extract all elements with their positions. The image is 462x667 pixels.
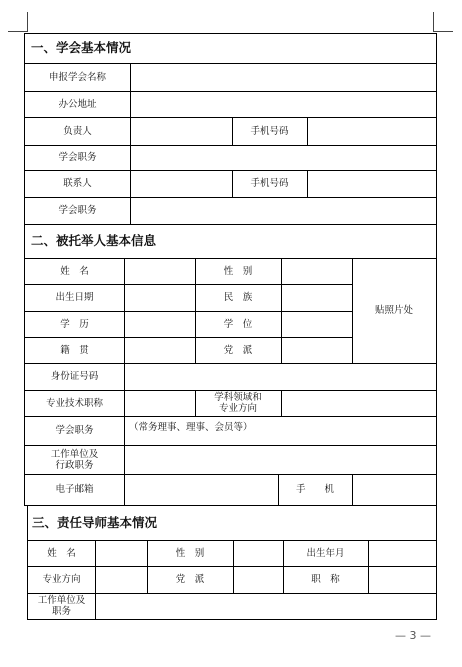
candidate-gender-label: 性 别 [223, 265, 253, 277]
society-position-label-1: 学会职务 [58, 152, 97, 163]
ethnicity-label: 民 族 [223, 292, 253, 303]
mentor-major-label: 专业方向 [42, 574, 81, 585]
discipline-label-line1: 学科领域和 [214, 392, 262, 403]
candidate-gender-field[interactable] [282, 259, 352, 284]
work-unit-label-line1: 工作单位及 [50, 448, 99, 460]
candidate-name-label: 姓 名 [60, 265, 89, 277]
candidate-mobile-label: 手 机 [295, 484, 334, 495]
crop-mark-top-right [433, 12, 434, 32]
responsible-person-field[interactable] [131, 118, 232, 145]
mentor-gender-field[interactable] [234, 541, 283, 566]
work-unit-field[interactable] [125, 446, 436, 474]
contact-person-field[interactable] [131, 171, 232, 197]
mentor-work-unit-label [28, 593, 95, 619]
candidate-photo-box[interactable]: 贴照片处 [374, 305, 413, 316]
mentor-work-unit-line2: 职务 [51, 606, 71, 617]
work-unit-label [25, 445, 124, 474]
mobile-label-2: 手机号码 [250, 178, 289, 189]
candidate-society-position-label: 学会职务 [55, 425, 94, 436]
id-number-label: 身份证号码 [50, 371, 99, 382]
mentor-birth-year-label: 出生年月 [306, 547, 345, 559]
candidate-name-field[interactable] [125, 259, 195, 284]
section1-table [24, 33, 437, 225]
ethnicity-field[interactable] [282, 285, 352, 311]
native-place-label: 籍 贯 [60, 344, 89, 356]
discipline-field[interactable] [282, 391, 436, 416]
degree-field[interactable] [282, 312, 352, 337]
section1-title: 一、学会基本情况 [31, 40, 132, 55]
section3-table [27, 505, 437, 620]
party-label: 党 派 [223, 344, 253, 356]
section3-title: 三、责任导师基本情况 [32, 515, 158, 530]
office-address-field[interactable] [131, 92, 436, 117]
society-position-field-2[interactable] [131, 198, 436, 224]
mobile-field-1[interactable] [308, 118, 436, 145]
responsible-person-label: 负责人 [63, 125, 92, 137]
degree-label: 学 位 [223, 318, 253, 330]
mentor-birth-year-field[interactable] [369, 541, 436, 566]
mentor-major-field[interactable] [96, 567, 147, 593]
education-field[interactable] [125, 312, 195, 337]
mentor-title-field[interactable] [369, 567, 436, 593]
mentor-party-field[interactable] [234, 567, 283, 593]
mentor-work-unit-line1: 工作单位及 [37, 595, 86, 606]
section2-title: 二、被托举人基本信息 [31, 233, 157, 248]
mobile-field-2[interactable] [308, 171, 436, 197]
candidate-mobile-field[interactable] [353, 475, 436, 505]
work-unit-label-line2: 行政职务 [55, 459, 94, 471]
party-field[interactable] [282, 338, 352, 363]
id-number-field[interactable] [125, 364, 436, 390]
discipline-label-line2: 专业方向 [218, 403, 257, 414]
office-address-label: 办公地址 [58, 98, 97, 110]
email-label: 电子邮箱 [55, 484, 94, 495]
crop-mark-top-left [27, 12, 28, 32]
mobile-label-1: 手机号码 [250, 125, 289, 137]
birth-date-label: 出生日期 [55, 292, 94, 303]
society-name-label: 申报学会名称 [48, 71, 106, 83]
crop-mark-top-right-h [433, 31, 453, 32]
society-name-field[interactable] [131, 64, 436, 91]
contact-person-label: 联系人 [63, 178, 92, 189]
candidate-society-position-field[interactable] [125, 417, 436, 445]
society-position-field-1[interactable] [131, 146, 436, 170]
email-field[interactable] [125, 475, 278, 505]
professional-title-label: 专业技术职称 [45, 397, 103, 409]
discipline-label [195, 390, 281, 416]
mentor-work-unit-field[interactable] [96, 594, 436, 619]
mentor-title-label: 职 称 [311, 574, 340, 585]
society-position-hint: （常务理事、理事、会员等） [129, 422, 253, 433]
mentor-gender-label: 性 别 [175, 547, 205, 559]
mentor-name-label: 姓 名 [47, 547, 76, 559]
education-label: 学 历 [60, 318, 89, 330]
section2-table [24, 224, 437, 506]
birth-date-field[interactable] [125, 285, 195, 311]
page-number: — 3 — [395, 629, 431, 642]
society-position-label-2: 学会职务 [58, 205, 97, 216]
professional-title-field[interactable] [125, 391, 195, 416]
mentor-name-field[interactable] [96, 541, 147, 566]
mentor-party-label: 党 派 [175, 574, 205, 585]
crop-mark-top-left-h [8, 31, 28, 32]
native-place-field[interactable] [125, 338, 195, 363]
